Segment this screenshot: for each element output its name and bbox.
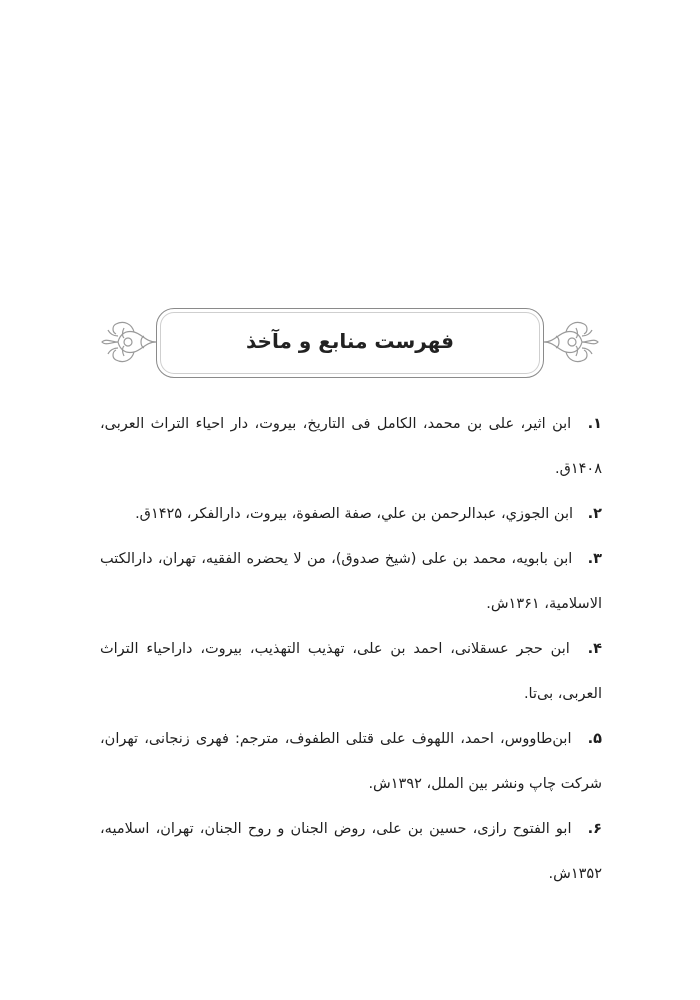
title-frame: [156, 308, 544, 378]
reference-number: ۲.: [587, 506, 602, 522]
reference-item: [100, 492, 602, 537]
page-title: فهرست منابع و مآخذ: [246, 329, 454, 353]
reference-number: ۳.: [587, 551, 602, 567]
reference-item: [100, 627, 602, 717]
arabesque-ornament-icon: [100, 316, 156, 368]
reference-item: [100, 537, 602, 627]
reference-text: ابو الفتوح رازی، حسین بن علی، روض الجنان و روح الجنان، تهران، اسلامیه، ۱۳۵۲ش.: [100, 821, 602, 882]
reference-text: ابن‌طاووس، احمد، اللهوف علی قتلی الطفوف، مترجم: فهری زنجانی، تهران، شرکت چاپ ونشر بین الملل، ۱۳۹۲ش.: [100, 731, 602, 792]
reference-text: ابن بابویه، محمد بن علی (شیخ صدوق)، من لا یحضره الفقیه، تهران، دارالکتب الاسلامیة، ۱۳۶۱ش.: [100, 551, 602, 612]
reference-number: ۶.: [587, 821, 602, 837]
reference-item: [100, 402, 602, 492]
title-banner: [100, 308, 600, 376]
reference-text: ابن الجوزي، عبدالرحمن بن علي، صفة الصفوة، بيروت، دارالفكر، ۱۴۲۵ق.: [135, 506, 574, 522]
reference-item: [100, 717, 602, 807]
reference-list: [100, 402, 602, 897]
reference-text: ابن حجر عسقلانی، احمد بن علی، تهذیب التهذیب، بیروت، داراحیاء التراث العربی، بی‌تا.: [100, 641, 602, 702]
arabesque-ornament-icon: [544, 316, 600, 368]
reference-number: ۱.: [587, 416, 602, 432]
reference-number: ۵.: [587, 731, 602, 747]
reference-number: ۴.: [587, 641, 603, 657]
reference-item: [100, 807, 602, 897]
reference-text: ابن اثیر، علی بن محمد، الکامل فی التاریخ، بیروت، دار احیاء التراث العربی، ۱۴۰۸ق.: [100, 416, 602, 477]
